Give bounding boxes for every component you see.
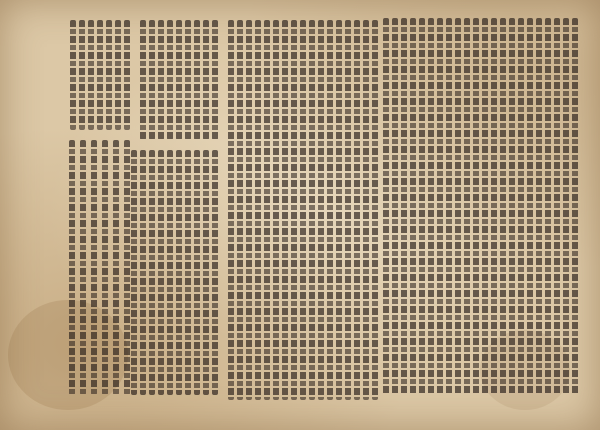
text-column [309, 20, 315, 400]
text-column [509, 18, 515, 395]
text-column [246, 20, 252, 400]
text-column [88, 20, 94, 130]
text-column [167, 150, 173, 395]
text-column [124, 140, 130, 395]
text-column [345, 20, 351, 400]
text-column [491, 18, 497, 395]
text-column [464, 18, 470, 395]
text-column [410, 18, 416, 395]
text-column [482, 18, 488, 395]
text-column [354, 20, 360, 400]
text-column [185, 150, 191, 395]
text-column [300, 20, 306, 400]
text-column [149, 20, 155, 140]
text-column [203, 150, 209, 395]
text-column [212, 150, 218, 395]
text-column [327, 20, 333, 400]
text-column [80, 140, 86, 395]
text-column [185, 20, 191, 140]
text-column [392, 18, 398, 395]
text-column [572, 18, 578, 395]
text-column [228, 20, 234, 400]
paper-stain [8, 300, 128, 410]
text-column [237, 20, 243, 400]
text-column [131, 150, 137, 395]
text-column [149, 150, 155, 395]
text-column [446, 18, 452, 395]
text-column [455, 18, 461, 395]
text-column [69, 140, 75, 395]
text-column [106, 20, 112, 130]
text-column [518, 18, 524, 395]
text-column [437, 18, 443, 395]
text-column [212, 20, 218, 140]
text-column [318, 20, 324, 400]
text-column [372, 20, 378, 400]
text-column [113, 140, 119, 395]
text-column [102, 140, 108, 395]
text-column [140, 150, 146, 395]
text-column [167, 20, 173, 140]
text-column [158, 20, 164, 140]
text-column [115, 20, 121, 130]
text-column [336, 20, 342, 400]
text-column [363, 20, 369, 400]
text-column [282, 20, 288, 400]
text-column [194, 20, 200, 140]
text-column [158, 150, 164, 395]
text-column [500, 18, 506, 395]
text-column [176, 150, 182, 395]
text-column [563, 18, 569, 395]
text-column [91, 140, 97, 395]
text-column [383, 18, 389, 395]
text-column [194, 150, 200, 395]
text-column [536, 18, 542, 395]
text-column [255, 20, 261, 400]
text-column [527, 18, 533, 395]
text-column [428, 18, 434, 395]
text-column [401, 18, 407, 395]
text-column [203, 20, 209, 140]
text-column [264, 20, 270, 400]
text-column [70, 20, 76, 130]
text-column [124, 20, 130, 130]
text-column [79, 20, 85, 130]
text-column [291, 20, 297, 400]
text-column [419, 18, 425, 395]
text-column [545, 18, 551, 395]
text-column [140, 20, 146, 140]
text-column [97, 20, 103, 130]
text-column [473, 18, 479, 395]
text-column [554, 18, 560, 395]
text-column [176, 20, 182, 140]
text-column [273, 20, 279, 400]
